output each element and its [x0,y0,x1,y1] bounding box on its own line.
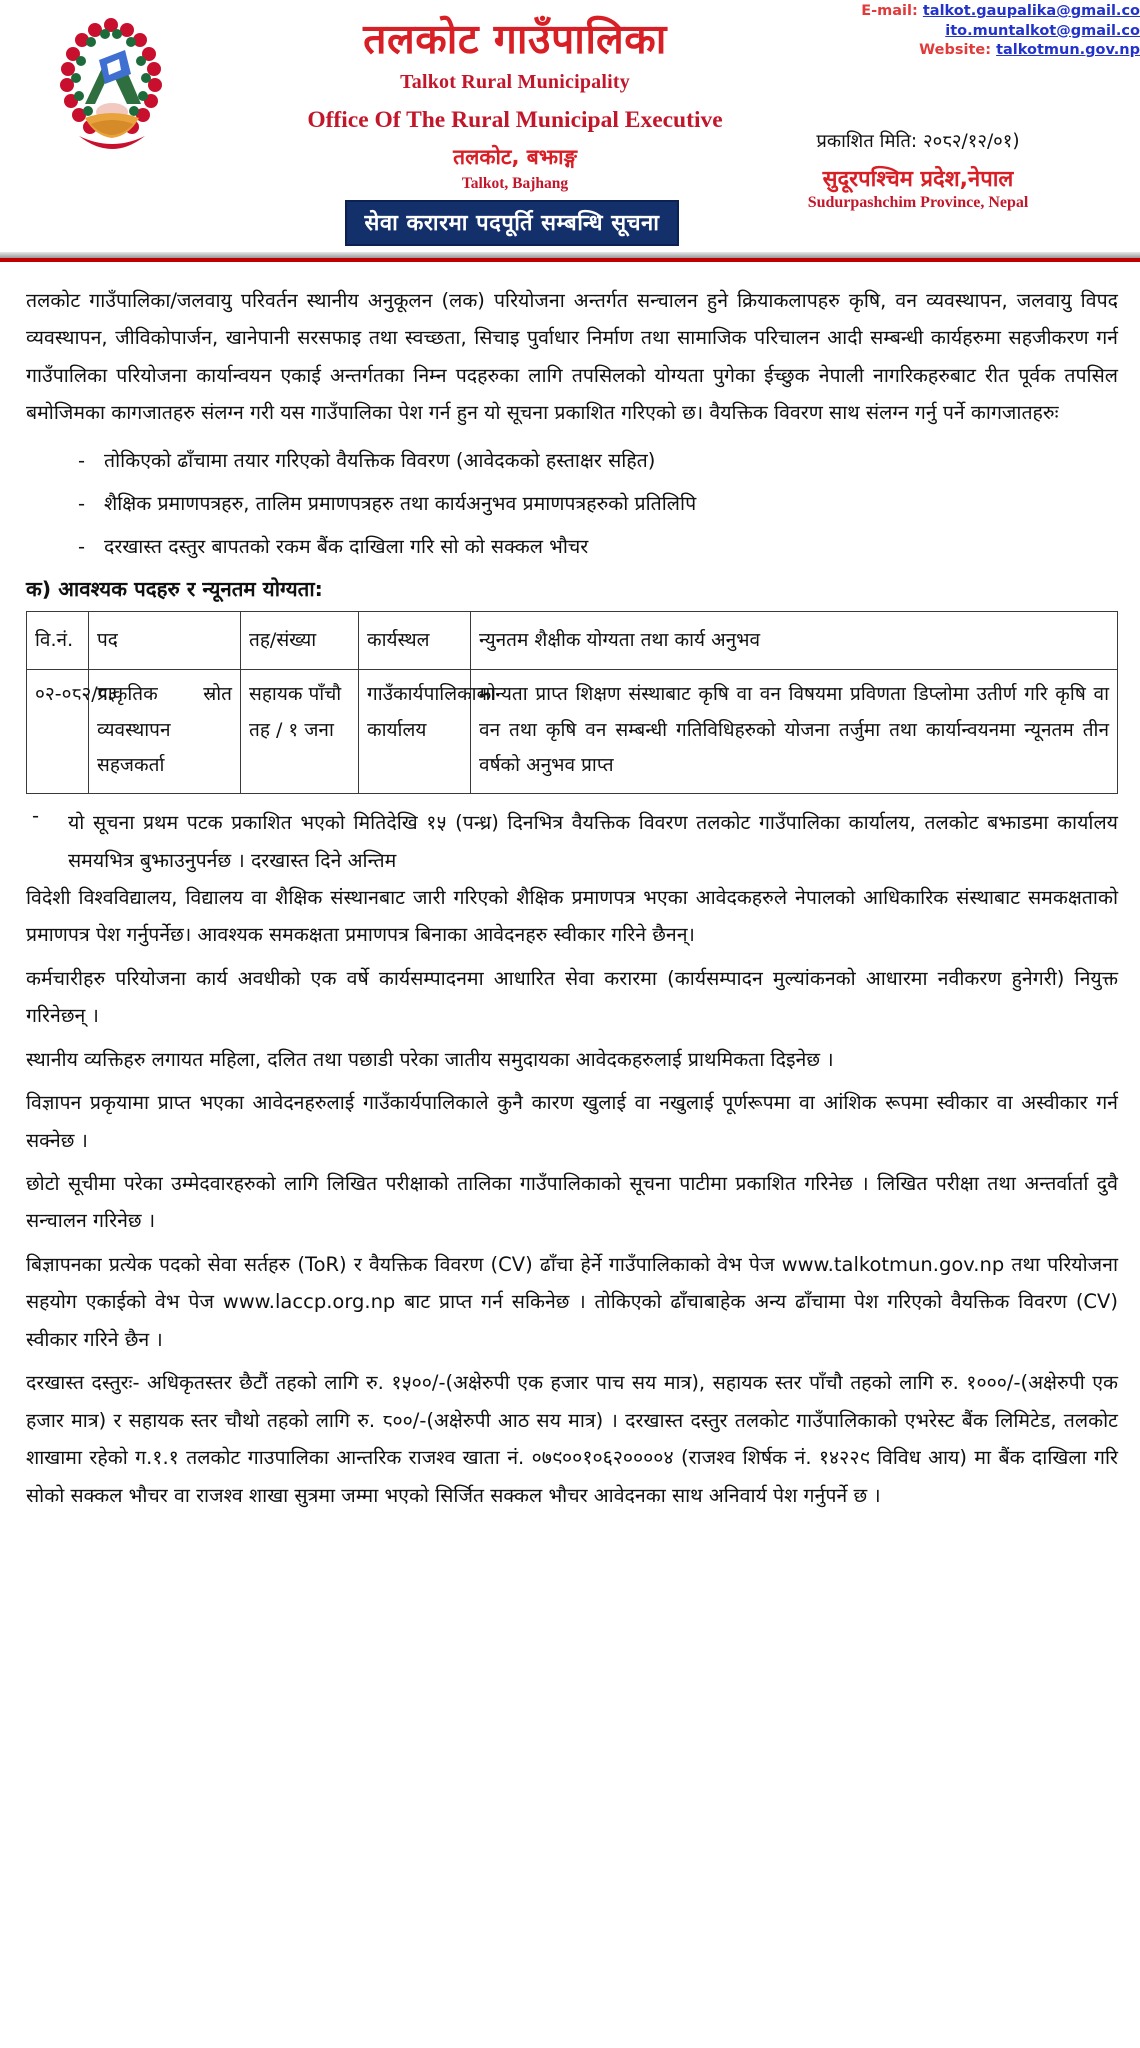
column-header-level-count: तह/संख्या [241,611,359,669]
office-title-english: Office Of The Rural Municipal Executive [307,107,723,134]
list-item: - दरखास्त दस्तुर बापतको रकम बैंक दाखिला गरि सो को सक्कल भौचर [26,528,1118,565]
note-paragraph-contract: कर्मचारीहरु परियोजना कार्य अवधीको एक वर्षे कार्यसम्पादनमा आधारित सेवा करारमा (कार्यसम्पादन मुल्यांकनको आधारमा नवीकरण हुनेगरी) नियुक्त गरिनेछन् । [26,966,1118,1028]
column-header-post: पद [89,611,241,669]
province-nepali: सुदूरपश्चिम प्रदेश,नेपाल [822,167,1014,192]
table-row [27,669,1118,793]
cell-post: प्राकृतिक स्रोत व्यवस्थापन सहजकर्ता [89,669,241,793]
email-line-2 [795,22,1140,42]
list-item: - तोकिएको ढाँचामा तयार गरिएको वैयक्तिक विवरण (आवेदकको हस्ताक्षर सहित) [26,442,1118,479]
email-value-primary[interactable]: talkot.gaupalika@gmail.co [922,3,1140,19]
note-paragraph-fee: दरखास्त दस्तुरः- अधिकृतस्तर छैटौं तहको लागि रु. १५००/-(अक्षेरुपी एक हजार पाच सय मात्र), सहायक स्तर पाँचौ तहको लागि रु. १०००/-(अक्षेरुपी एक हजार मात्र) र सहायक स्तर चौथो तहको लागि रु. ८००/-(अक्षेरुपी आठ सय मात्र) । दरखास्त दस्तुर तलकोट गाउँपालिकाको एभरेस्ट बैंक लिमिटेड, तलकोट शाखामा रहेको ग.१.१ तलकोट गाउपालिका आन्तरिक राजश्व खाता नं. ०७९००१०६२००००४ (राजश्व शिर्षक नं. १४२२९ विविध आय) मा बैंक दाखिला गरि सोको सक्कल भौचर वा राजश्व शाखा सुत्रमा जम्मा भएको सिर्जित सक्कल भौचर आवेदनका साथ अनिवार्य पेश गर्नुपर्ने छ । [26,1371,1118,1507]
place-nepali: तलकोट, बझाङ्ग [453,145,577,170]
organization-name-english: Talkot Rural Municipality [400,71,630,94]
divider-red [0,258,1140,262]
cell-workplace: गाउँकार्यपालिकाको कार्यालय [359,669,471,793]
published-date: प्रकाशित मिति: २०८२/१२/०१) [816,131,1020,152]
header-right-meta [718,128,1118,212]
cell-vacancy-no: ०२-०८२/८३ [27,669,89,793]
column-header-vacancy-no: वि.नं. [27,611,89,669]
intro-paragraph: तलकोट गाउँपालिका/जलवायु परिवर्तन स्थानीय अनुकूलन (लक) परियोजना अन्तर्गत सन्चालन हुने क्रियाकलापहरु कृषि, वन व्यवस्थापन, जलवायु विपद व्यवस्थापन, जीविकोपार्जन, खानेपानी सरसफाइ तथा स्वच्छता, सिचाइ पुर्वाधार निर्माण तथा सामाजिक परिचालन आदी सम्बन्धी कार्यहरुमा सहजीकरण गर्न गाउँपालिका परियोजना कार्यान्वयन एकाई अन्तर्गतका निम्न पदहरुका लागि तपसिलको योग्यता पुगेका ईच्छुक नेपाली नागरिकहरुबाट रीत पूर्वक तपसिल बमोजिमका कागजातहरु संलग्न गरी यस गाउँपालिका पेश गर्न हुन यो सूचना प्रकाशित गरिएको छ। वैयक्तिक विवरण साथ संलग्न गर्नु पर्ने कागजातहरुः [26,289,1118,425]
email-line-1 [795,2,1140,22]
note-paragraph: - यो सूचना प्रथम पटक प्रकाशित भएको मितिदेखि १५ (पन्ध्र) दिनभित्र वैयक्तिक विवरण तलकोट गाउँपालिका कार्यालय, तलकोट बझाडमा कार्यालय समयभित्र बुझाउनुपर्नछ । दरखास्त दिने अन्तिम [68,811,1118,872]
note-paragraph-tor-cv: बिज्ञापनका प्रत्येक पदको सेवा सर्तहरु (ToR) र वैयक्तिक विवरण (CV) ढाँचा हेर्ने गाउँपालिकाको वेभ पेज www.talkotmun.gov.np तथा परियोजना सहयोग एकाईको वेभ पेज www.laccp.org.np बाट प्राप्त गर्न सकिनेछ । तोकिएको ढाँचाबाहेक अन्य ढाँचामा पेश गरिएको वैयक्तिक विवरण (CV) स्वीकार गरिने छैन । [26,1252,1118,1351]
website-line [795,41,1140,61]
province-english: Sudurpashchim Province, Nepal [807,194,1029,212]
email-label: E-mail: [861,3,918,19]
note-paragraph-shortlist: छोटो सूचीमा परेका उम्मेदवारहरुको लागि लिखित परीक्षाको तालिका गाउँपालिकाको सूचना पाटीमा प्रकाशित गरिनेछ । लिखित परीक्षा तथा अन्तर्वार्ता दुवै सन्चालन गरिनेछ । [26,1172,1118,1233]
table-header-row [27,611,1118,669]
note-paragraph-equivalence: विदेशी विश्वविद्यालय, विद्यालय वा शैक्षिक संस्थानबाट जारी गरिएको शैक्षिक प्रमाणपत्र भएका आवेदकहरुले नेपालको आधिकारिक संस्थाबाट समकक्षताको प्रमाणपत्र पेश गर्नुपर्नेछ। आवश्यक समकक्षता प्रमाणपत्र बिनाका आवेदनहरु स्वीकार गरिने छैनन्। [26,885,1118,947]
notice-title-banner: सेवा करारमा पदपूर्ति सम्बन्धि सूचना [345,200,680,246]
list-item: - शैक्षिक प्रमाणपत्रहरु, तालिम प्रमाणपत्रहरु तथा कार्यअनुभव प्रमाणपत्रहरुको प्रतिलिपि [26,485,1118,522]
cell-qualification: मान्यता प्राप्त शिक्षण संस्थाबाट कृषि वा वन विषयमा प्रविणता डिप्लोमा उतीर्ण गरि कृषि वा वन तथा कृषि वन सम्बन्धी गतिविधिहरुको योजना तर्जुमा तथा कार्यान्वयनमा न्यूनतम तीन वर्षको अनुभव प्राप्त [471,669,1118,793]
nepal-emblem-icon [55,12,167,162]
note-paragraph-priority: स्थानीय व्यक्तिहरु लगायत महिला, दलित तथा पछाडी परेका जातीय समुदायका आवेदकहरुलाई प्राथमिकता दिइनेछ । [26,1047,834,1071]
section-heading-positions: क) आवश्यक पदहरु र न्यूनतम योग्यता: [26,576,323,601]
vacancy-table [26,611,1118,794]
note-block-deadline [26,804,1118,879]
cell-level-count: सहायक पाँचौ तह / १ जना [241,669,359,793]
contact-info [795,2,1140,61]
column-header-workplace: कार्यस्थल [359,611,471,669]
website-value[interactable]: talkotmun.gov.np [996,42,1140,59]
email-value-secondary[interactable]: ito.muntalkot@gmail.co [945,22,1140,39]
column-header-qualification: न्युनतम शैक्षीक योग्यता तथा कार्य अनुभव [471,611,1118,669]
organization-name-nepali: तलकोट गाउँपालिका [363,15,667,63]
website-label: Website: [919,42,992,59]
required-documents-list [26,442,1118,565]
place-english: Talkot, Bajhang [461,175,569,193]
document-header [0,0,1140,246]
note-paragraph-acceptance: विज्ञापन प्रकृयामा प्राप्त भएका आवेदनहरुलाई गाउँकार्यपालिकाले कुनै कारण खुलाई वा नखुलाई पूर्णरूपमा वा आंशिक रूपमा स्वीकार वा अस्वीकार गर्न सक्नेछ । [26,1091,1118,1152]
document-body [0,264,1140,1538]
